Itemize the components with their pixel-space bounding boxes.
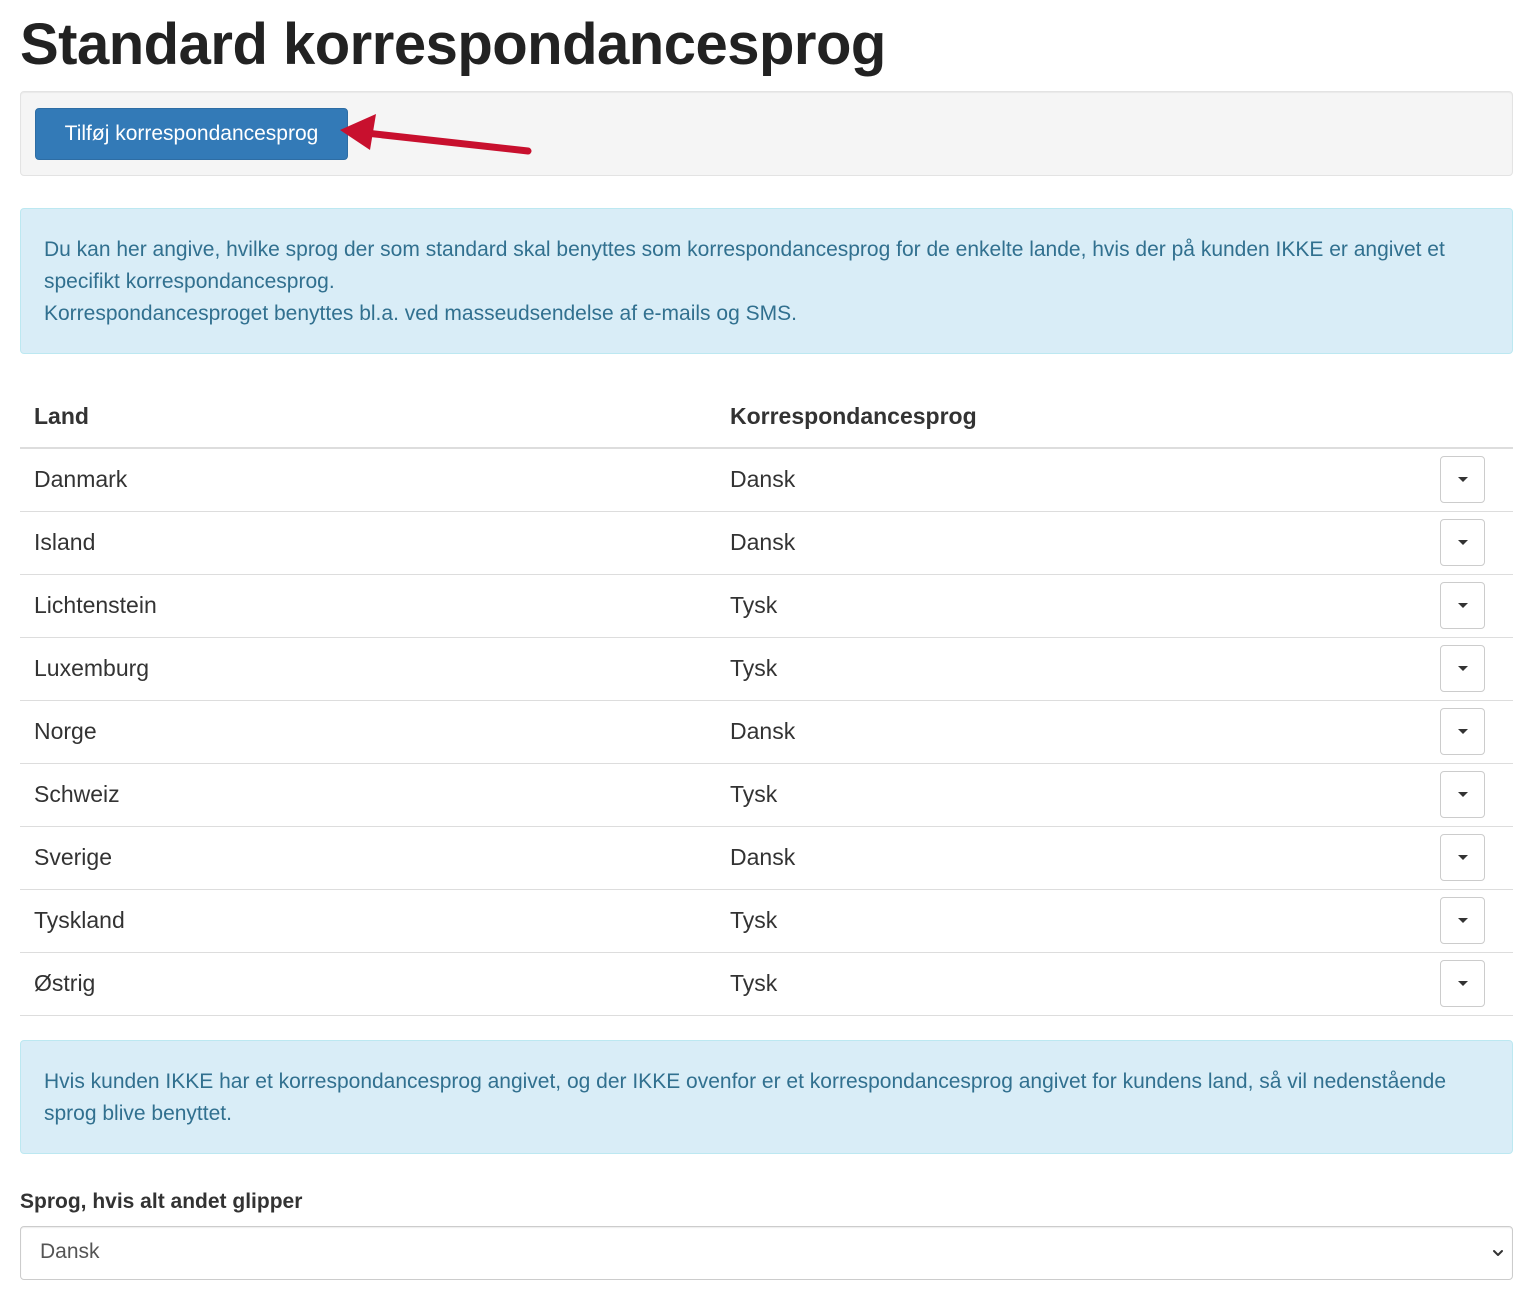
language-cell: Dansk [716, 826, 1423, 889]
fallback-info-alert [20, 1040, 1513, 1154]
toolbar [20, 91, 1513, 176]
country-cell: Tyskland [20, 889, 716, 952]
table-row [20, 700, 1513, 763]
country-cell: Luxemburg [20, 637, 716, 700]
caret-down-icon [1458, 540, 1468, 545]
row-dropdown-button[interactable] [1440, 519, 1485, 566]
row-dropdown-button[interactable] [1440, 708, 1485, 755]
country-cell: Schweiz [20, 763, 716, 826]
row-dropdown-button[interactable] [1440, 897, 1485, 944]
language-cell: Tysk [716, 889, 1423, 952]
column-header-language: Korrespondancesprog [716, 385, 1423, 448]
table-row [20, 448, 1513, 511]
fallback-language-select[interactable] [20, 1226, 1513, 1280]
country-cell: Island [20, 511, 716, 574]
chevron-down-icon [1492, 1247, 1504, 1259]
caret-down-icon [1458, 603, 1468, 608]
table-row [20, 889, 1513, 952]
language-cell: Dansk [716, 511, 1423, 574]
info-alert [20, 208, 1513, 354]
country-cell: Sverige [20, 826, 716, 889]
add-language-button[interactable]: Tilføj korrespondancesprog [35, 108, 348, 160]
country-cell: Danmark [20, 448, 716, 511]
language-cell: Tysk [716, 763, 1423, 826]
row-dropdown-button[interactable] [1440, 645, 1485, 692]
column-header-country: Land [20, 385, 716, 448]
caret-down-icon [1458, 981, 1468, 986]
table-row [20, 826, 1513, 889]
table-row [20, 511, 1513, 574]
caret-down-icon [1458, 855, 1468, 860]
fallback-info-text: Hvis kunden IKKE har et korrespondancesprog angivet, og der IKKE ovenfor er et korrespondancesprog angivet for kundens land, så vil nedenstående sprog blive benyttet. [44, 1070, 1447, 1125]
caret-down-icon [1458, 477, 1468, 482]
column-header-actions [1423, 385, 1513, 448]
fallback-language-label: Sprog, hvis alt andet glipper [20, 1190, 303, 1213]
red-arrow-icon [320, 100, 560, 180]
language-cell: Tysk [716, 574, 1423, 637]
fallback-language-value: Dansk [40, 1240, 100, 1263]
caret-down-icon [1458, 729, 1468, 734]
caret-down-icon [1458, 918, 1468, 923]
language-cell: Dansk [716, 700, 1423, 763]
caret-down-icon [1458, 666, 1468, 671]
row-dropdown-button[interactable] [1440, 834, 1485, 881]
row-dropdown-button[interactable] [1440, 771, 1485, 818]
table-header-row [20, 385, 1513, 448]
language-table [20, 385, 1513, 1016]
country-cell: Norge [20, 700, 716, 763]
language-cell: Tysk [716, 637, 1423, 700]
caret-down-icon [1458, 792, 1468, 797]
table-row [20, 637, 1513, 700]
row-dropdown-button[interactable] [1440, 960, 1485, 1007]
row-dropdown-button[interactable] [1440, 456, 1485, 503]
page-title: Standard korrespondancesprog [20, 12, 886, 77]
country-cell: Lichtenstein [20, 574, 716, 637]
table-row [20, 952, 1513, 1015]
table-row [20, 574, 1513, 637]
language-cell: Dansk [716, 448, 1423, 511]
country-cell: Østrig [20, 952, 716, 1015]
row-dropdown-button[interactable] [1440, 582, 1485, 629]
info-alert-line1: Du kan her angive, hvilke sprog der som standard skal benyttes som korrespondancesprog for de enkelte lande, hvis der på kunden IKKE er angivet et specifikt korrespondancesprog. [44, 238, 1445, 293]
info-alert-line2: Korrespondancesproget benyttes bl.a. ved masseudsendelse af e-mails og SMS. [44, 302, 797, 325]
language-cell: Tysk [716, 952, 1423, 1015]
table-row [20, 763, 1513, 826]
